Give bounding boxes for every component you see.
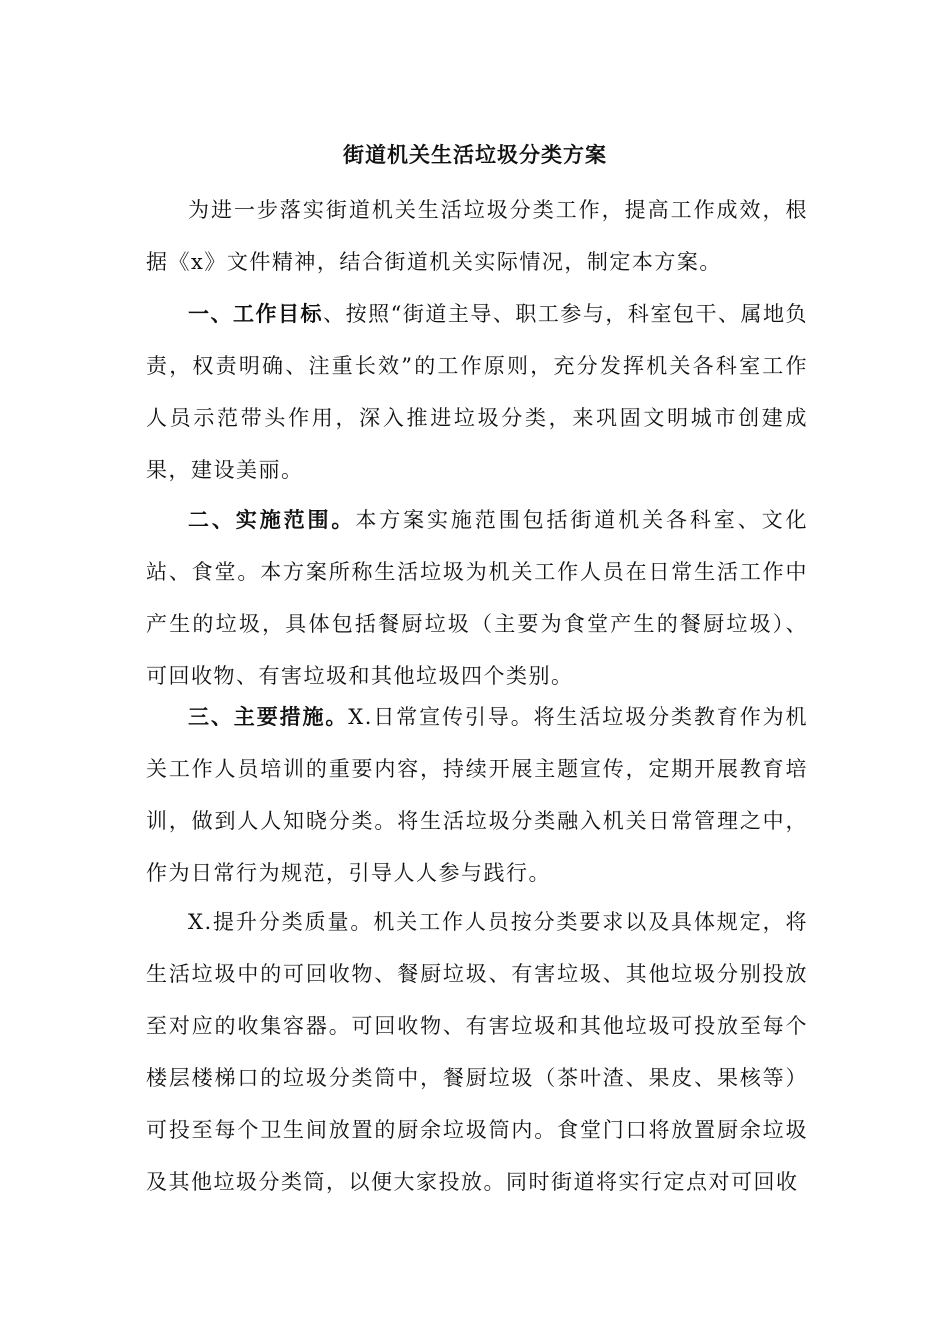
paragraph-work-goals: [146, 288, 808, 496]
paragraph-text: 、按照“街道主导、职工参与，科室包干、属地负责，权责明确、注重长效”的工作原则，充分发挥机关各科室工作人员示范带头作用，深入推进垃圾分类，来巩固文明城市创建成果，建设美丽。: [146, 302, 809, 482]
paragraph-sorting-quality: [146, 896, 808, 1208]
paragraph-text: X.提升分类质量。机关工作人员按分类要求以及具体规定，将生活垃圾中的可回收物、餐厨垃圾、有害垃圾、其他垃圾分别投放至对应的收集容器。可回收物、有害垃圾和其他垃圾可投放至每个楼层楼梯口的垃圾分类筒中，餐厨垃圾（茶叶渣、果皮、果核等）可投至每个卫生间放置的厨余垃圾筒内。食堂门口将放置厨余垃圾及其他垃圾分类筒，以便大家投放。同时街道将实行定点对可回收: [146, 910, 808, 1194]
paragraph-text: 本方案实施范围包括街道机关各科室、文化站、食堂。本方案所称生活垃圾为机关工作人员在日常生活工作中产生的垃圾，具体包括餐厨垃圾（主要为食堂产生的餐厨垃圾）、可回收物、有害垃圾和其他垃圾四个类别。: [146, 508, 809, 688]
section-heading-work-goals: 一、工作目标: [188, 301, 324, 326]
section-heading-main-measures: 三、主要措施。: [188, 704, 349, 729]
paragraph-text: 为进一步落实街道机关生活垃圾分类工作，提高工作成效，根据《x》文件精神，结合街道机关实际情况，制定本方案。: [146, 198, 808, 274]
document-title: 街道机关生活垃圾分类方案: [343, 142, 607, 167]
section-heading-scope: 二、实施范围。: [188, 507, 356, 532]
paragraph-text: X.日常宣传引导。将生活垃圾分类教育作为机关工作人员培训的重要内容，持续开展主题宣传，定期开展教育培训，做到人人知晓分类。将生活垃圾分类融入机关日常管理之中，作为日常行为规范，引导人人参与践行。: [146, 705, 809, 885]
paragraph-intro: [146, 184, 808, 288]
paragraph-scope: [146, 494, 808, 702]
paragraph-main-measures: [146, 691, 808, 899]
